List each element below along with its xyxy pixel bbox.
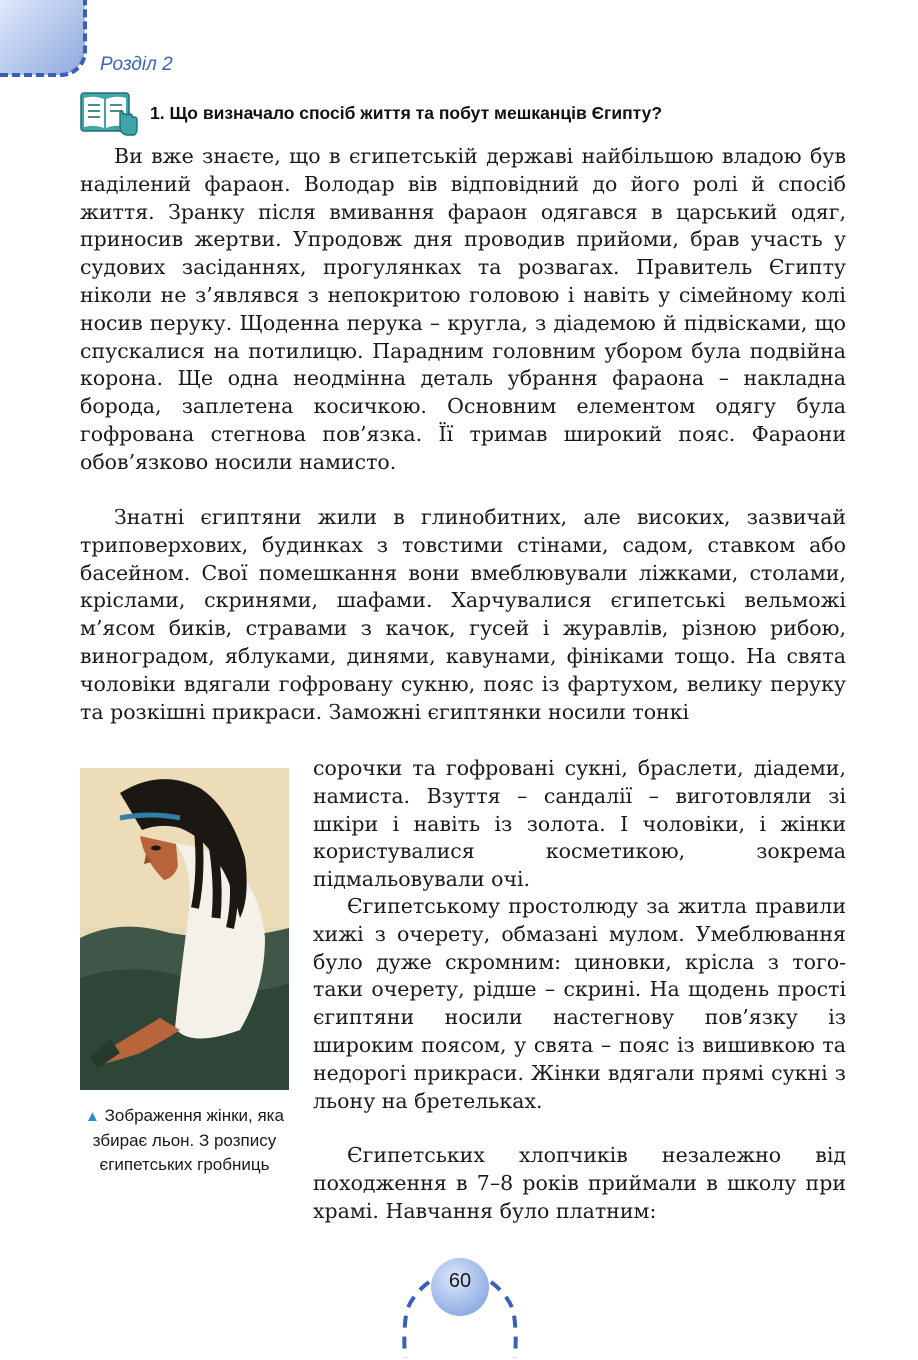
caption-text: Зображення жінки, яка збирає льон. З розпису єгипетських гробниць: [92, 1106, 284, 1174]
section-label: Розділ 2: [100, 54, 173, 75]
figure-caption: [80, 1104, 289, 1177]
corner-dashed-border: [0, 0, 87, 77]
paragraph-schools: Єгипетських хлопчиків незалежно від походження в 7–8 років приймали в школу при храмі. Навчання було платним:: [313, 1143, 846, 1223]
paragraph-commoners: Єгипетському простолюду за житла правили хижі з очерету, обмазані мулом. Умеблювання було дуже скромним: циновки, крісла з того-таки очерету, рідше – скрині. На щодень прості єгиптяни носили настегнову пов’язку із широким поясом, у свята – пояс із вишивкою та недорогі прикраси. Жінки вдягали прямі сукні з льону на бретельках.: [313, 894, 846, 1113]
section-heading: 1. Що визначало спосіб життя та побут мешканців Єгипту?: [150, 103, 663, 123]
paragraph-nobles: Знатні єгиптяни жили в глинобитних, але високих, зазвичай триповерхових, будинках з товстими стінами, садом, ставком або басейном. Свої помешкання вони вмеблювували ліжками, столами, кріслами, скринями, шафами. Харчувалися єгипетські вельможі м’ясом биків, стравами з качок, гусей і журавлів, різною рибою, виноградом, яблуками, динями, кавунами, фініками тощо. На свята чоловіки вдягали гофровану сукню, пояс із фартухом, велику перуку та розкішні прикраси. Заможні єгиптянки носили тонкі: [80, 505, 846, 724]
caption-marker-icon: ▲: [85, 1108, 100, 1125]
paragraph-nobles-continued: сорочки та гофровані сукні, браслети, діадеми, намиста. Взуття – сандалії – виготовляли зі шкіри і навіть із золота. І чоловіки, і жінки користувалися косметикою, зокрема підмальовували очі.: [313, 756, 846, 892]
book-pointer-icon: [80, 90, 138, 138]
paragraph-pharaoh: Ви вже знаєте, що в єгипетській державі найбільшою владою був наділений фараон. Володар вів відповідний до його ролі й спосіб життя. Зранку після вмивання фараон одягався в царський одяг, приносив жертви. Упродовж дня проводив прийоми, брав участь у судових засіданнях, прогулянках та розвагах. Правитель Єгипту ніколи не з’являвся з непокритою головою і навіть у сімейному колі носив перуку. Щоденна перука – кругла, з діадемою й підвісками, що спускалися на потилицю. Парадним головним убором була подвійна корона. Ще одна неодмінна деталь убрання фараона – накладна борода, заплетена косичкою. Основним елементом одягу була гофрована стегнова пов’язка. Її тримав широкий пояс. Фараони обов’язково носили намисто.: [80, 144, 846, 474]
page-number: 60: [448, 1270, 472, 1292]
egyptian-woman-painting: [80, 768, 289, 1090]
